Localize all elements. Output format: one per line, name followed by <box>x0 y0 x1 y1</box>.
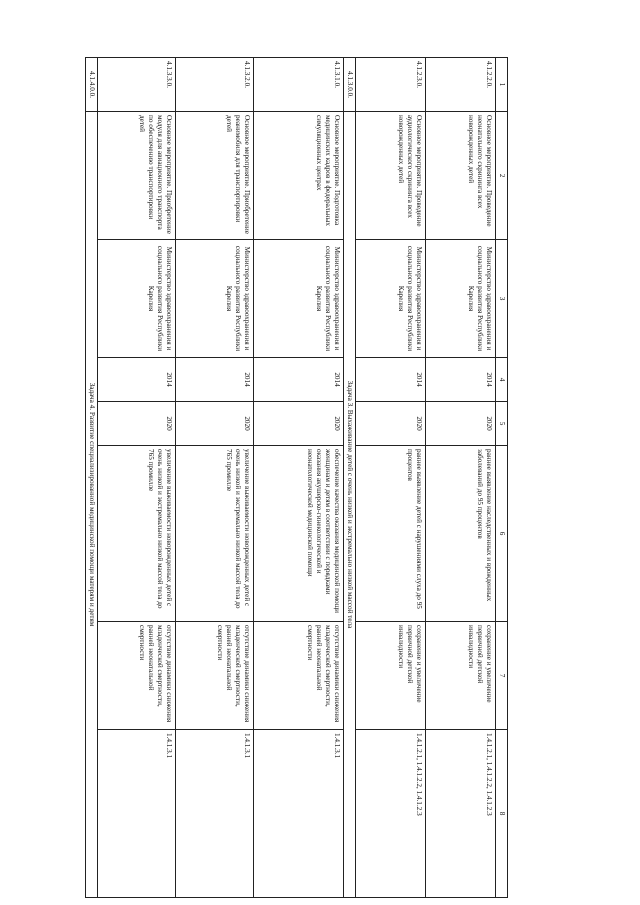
row-number: 4.1.3.1.0. <box>254 58 344 112</box>
executor-cell: Министерство здравоохранения и социального развития Республики Карелия <box>98 240 176 358</box>
result-cell: раннее выявление детей с нарушениями слуха до 95 процентов <box>356 446 426 622</box>
result-cell: раннее выявление наследственных и врожденных заболеваний до 95 процентов <box>426 446 496 622</box>
event-cell: Основное мероприятие. Приобретение модуля для авиационного транспорта по обеспечению транспортировки детей <box>98 112 176 240</box>
task-title: Задача 3. Выхаживание детей с очень низкой и экстремально низкой массой тела <box>344 112 356 898</box>
consequence-cell: сохранение и увеличение первичной детской инвалидности <box>356 622 426 730</box>
header-cell: 4 <box>496 358 508 402</box>
table-row <box>356 58 426 898</box>
row-number: 4.1.3.3.0. <box>98 58 176 112</box>
end-year-cell: 2020 <box>254 402 344 446</box>
table-row <box>254 58 344 898</box>
header-cell: 8 <box>496 730 508 898</box>
event-cell: Основное мероприятие. Проведение аудиологического скрининга всех новорожденных детей <box>356 112 426 240</box>
header-cell: 2 <box>496 112 508 240</box>
indicator-link-cell: 1.4.1.3.1 <box>98 730 176 898</box>
header-row <box>496 58 508 898</box>
header-cell: 1 <box>496 58 508 112</box>
rotated-document-page <box>83 57 508 897</box>
row-number: 4.1.2.2.0. <box>426 58 496 112</box>
table-row <box>426 58 496 898</box>
task-row <box>86 58 98 898</box>
header-cell: 6 <box>496 446 508 622</box>
end-year-cell: 2020 <box>426 402 496 446</box>
consequence-cell: отсутствие динамики снижения младенческой смертности, ранней неонатальной смертности <box>176 622 254 730</box>
event-cell: Основное мероприятие. Подготовка медицинских кадров в федеральных симуляционных центрах <box>254 112 344 240</box>
start-year-cell: 2014 <box>176 358 254 402</box>
row-number: 4.1.3.2.0. <box>176 58 254 112</box>
consequence-cell: отсутствие динамики снижения младенческой смертности, ранней неонатальной смертности <box>98 622 176 730</box>
header-cell: 5 <box>496 402 508 446</box>
start-year-cell: 2014 <box>356 358 426 402</box>
event-cell: Основное мероприятие. Приобретение реанимобиля для транспортировки детей <box>176 112 254 240</box>
start-year-cell: 2014 <box>426 358 496 402</box>
row-number: 4.1.4.0.0. <box>86 58 98 112</box>
executor-cell: Министерство здравоохранения и социального развития Республики Карелия <box>254 240 344 358</box>
result-cell: увеличение выживаемости новорожденных детей с очень низкой и экстремально низкой массой тела до 765 промилле <box>176 446 254 622</box>
consequence-cell: сохранение и увеличение первичной детской инвалидности <box>426 622 496 730</box>
consequence-cell: отсутствие динамики снижения младенческой смертности, ранней неонатальной смертности <box>254 622 344 730</box>
executor-cell: Министерство здравоохранения и социального развития Республики Карелия <box>426 240 496 358</box>
result-cell: увеличение выживаемости новорожденных детей с очень низкой и экстремально низкой массой тела до 765 промилле <box>98 446 176 622</box>
table-row <box>176 58 254 898</box>
indicator-link-cell: 1.4.1.2.1, 1.4.1.2.2, 1.4.1.2.3 <box>356 730 426 898</box>
end-year-cell: 2020 <box>176 402 254 446</box>
end-year-cell: 2020 <box>98 402 176 446</box>
header-cell: 3 <box>496 240 508 358</box>
executor-cell: Министерство здравоохранения и социального развития Республики Карелия <box>176 240 254 358</box>
table-row <box>98 58 176 898</box>
result-cell: обеспечение качества оказания медицинской помощи женщинам и детям в соответствии с порядками оказания акушерско-гинекологической и неонатологической медицинской помощи <box>254 446 344 622</box>
task-row <box>344 58 356 898</box>
task-title: Задача 4. Развитие специализированной медицинской помощи матерям и детям <box>86 112 98 898</box>
start-year-cell: 2014 <box>98 358 176 402</box>
header-cell: 7 <box>496 622 508 730</box>
end-year-cell: 2020 <box>356 402 426 446</box>
indicator-link-cell: 1.4.1.2.1, 1.4.1.2.2, 1.4.1.2.3 <box>426 730 496 898</box>
start-year-cell: 2014 <box>254 358 344 402</box>
executor-cell: Министерство здравоохранения и социального развития Республики Карелия <box>356 240 426 358</box>
indicator-link-cell: 1.4.1.3.1 <box>254 730 344 898</box>
event-cell: Основное мероприятие. Проведение неонатального скрининга всех новорожденных детей <box>426 112 496 240</box>
row-number: 4.1.3.0.0. <box>344 58 356 112</box>
indicator-link-cell: 1.4.1.3.1 <box>176 730 254 898</box>
row-number: 4.1.2.3.0. <box>356 58 426 112</box>
program-table <box>85 57 508 898</box>
